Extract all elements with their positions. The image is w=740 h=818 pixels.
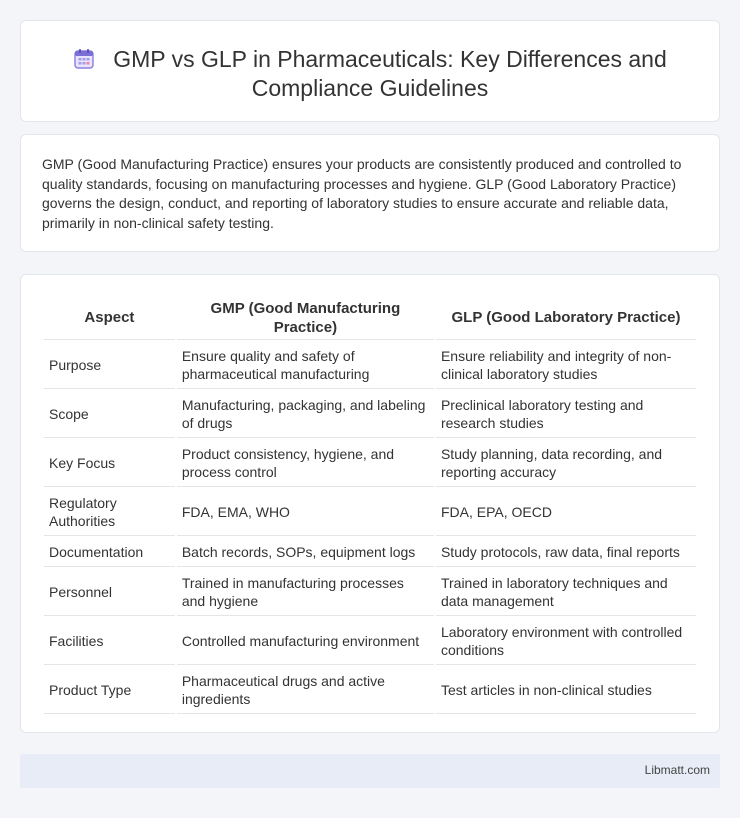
row-glp: Ensure reliability and integrity of non-clinical laboratory studies (436, 342, 696, 389)
table-row (44, 440, 696, 487)
row-gmp: Product consistency, hygiene, and process control (177, 440, 434, 487)
row-aspect: Personnel (44, 569, 175, 616)
footer (20, 754, 720, 788)
intro-paragraph: GMP (Good Manufacturing Practice) ensures your products are consistently produced and controlled to quality standards, focusing on manufacturing processes and hygiene. GLP (Good Laboratory Practice) governs the design, conduct, and reporting of laboratory studies to ensure accurate and reliable data, primarily in non-clinical safety testing. (42, 156, 682, 231)
table-row (44, 391, 696, 438)
page-title (21, 45, 719, 103)
table-row (44, 342, 696, 389)
row-aspect: Facilities (44, 618, 175, 665)
table-row (44, 667, 696, 714)
table-row (44, 538, 696, 567)
row-gmp: Batch records, SOPs, equipment logs (177, 538, 434, 567)
row-glp: Test articles in non-clinical studies (436, 667, 696, 714)
intro-card (20, 134, 720, 252)
table-row (44, 618, 696, 665)
table-row (44, 569, 696, 616)
row-aspect: Documentation (44, 538, 175, 567)
comparison-card (20, 274, 720, 733)
row-gmp: Controlled manufacturing environment (177, 618, 434, 665)
footer-brand-link[interactable]: Libmatt.com (644, 763, 710, 777)
title-card (20, 20, 720, 122)
title-line-2: Compliance Guidelines (251, 75, 489, 101)
row-aspect: Product Type (44, 667, 175, 714)
row-aspect: Key Focus (44, 440, 175, 487)
title-line-1: GMP vs GLP in Pharmaceuticals: Key Differences and (113, 46, 667, 72)
header-glp: GLP (Good Laboratory Practice) (436, 296, 696, 340)
row-gmp: Pharmaceutical drugs and active ingredients (177, 667, 434, 714)
table-row (44, 489, 696, 536)
header-gmp: GMP (Good Manufacturing Practice) (177, 296, 434, 340)
calendar-icon (73, 48, 95, 70)
row-glp: FDA, EPA, OECD (436, 489, 696, 536)
row-glp: Laboratory environment with controlled conditions (436, 618, 696, 665)
row-aspect: Purpose (44, 342, 175, 389)
table-header-row (44, 296, 696, 340)
row-glp: Study protocols, raw data, final reports (436, 538, 696, 567)
row-aspect: Scope (44, 391, 175, 438)
row-glp: Study planning, data recording, and reporting accuracy (436, 440, 696, 487)
row-gmp: FDA, EMA, WHO (177, 489, 434, 536)
header-aspect: Aspect (44, 296, 175, 340)
row-aspect: Regulatory Authorities (44, 489, 175, 536)
comparison-table (42, 294, 698, 716)
row-glp: Preclinical laboratory testing and research studies (436, 391, 696, 438)
row-gmp: Manufacturing, packaging, and labeling of drugs (177, 391, 434, 438)
row-glp: Trained in laboratory techniques and data management (436, 569, 696, 616)
row-gmp: Trained in manufacturing processes and hygiene (177, 569, 434, 616)
row-gmp: Ensure quality and safety of pharmaceutical manufacturing (177, 342, 434, 389)
